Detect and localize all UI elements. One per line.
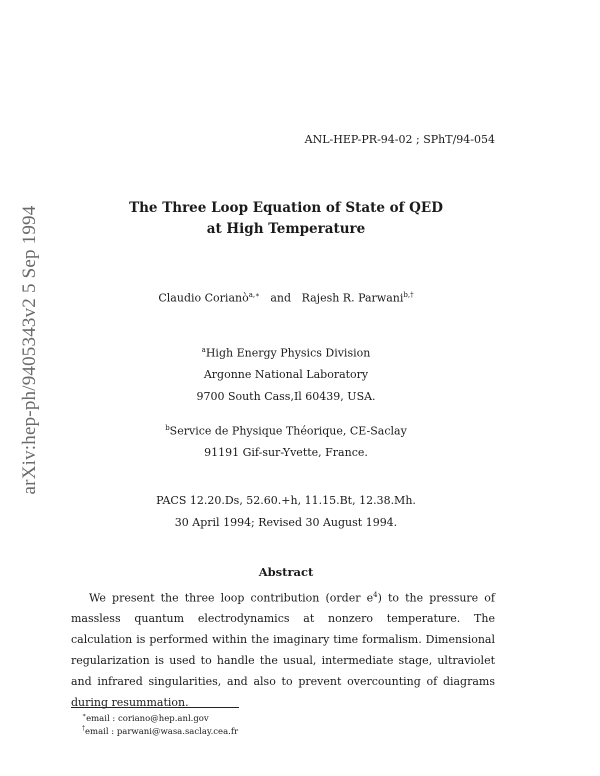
affiliation-a-mark: a [201, 346, 206, 354]
footnote-1-text: email : coriano@hep.anl.gov [86, 713, 209, 724]
affiliation-b-line-1 [0, 424, 572, 438]
paper-title [0, 198, 572, 240]
author-1-name: Claudio Corianò [158, 291, 249, 305]
footnote-rule [71, 707, 239, 708]
arxiv-stamp-text: arXiv:hep-ph/9405343v2 5 Sep 1994 [19, 205, 40, 495]
footnote-1 [82, 712, 209, 724]
title-line-1: The Three Loop Equation of State of QED [129, 200, 443, 216]
author-1-marks: a,∗ [248, 291, 260, 299]
title-line-2: at High Temperature [206, 221, 366, 237]
abstract-heading: Abstract [258, 565, 314, 579]
affiliation-b-mark: b [165, 424, 170, 432]
footnote-2-mark: † [82, 725, 85, 732]
pacs-codes: PACS 12.20.Ds, 52.60.+h, 11.15.Bt, 12.38.Mh. [156, 494, 416, 507]
author-2-marks: b,† [403, 291, 414, 299]
affiliation-b-text-1: Service de Physique Théorique, CE-Saclay [169, 424, 407, 438]
abstract-exponent: 4 [373, 591, 378, 599]
affiliation-a-text-1: High Energy Physics Division [205, 346, 371, 360]
affiliation-b-line-2: 91191 Gif-sur-Yvette, France. [204, 446, 368, 459]
abstract-part-2: ) to the pressure of massless quantum electrodynamics at nonzero temperature. The calculation is performed within the imaginary time formalism. Dimensional regularization is used to handle the usual, intermediate stage, ultraviolet and infrared singularities, and also to prevent overcounting of diagrams during resummation. [71, 591, 495, 709]
affiliation-a-line-1 [0, 346, 572, 360]
affiliation-a-line-3: 9700 South Cass,Il 60439, USA. [196, 390, 376, 403]
author-and: and [270, 291, 292, 305]
affiliation-a-line-2: Argonne National Laboratory [203, 368, 369, 381]
submission-dates: 30 April 1994; Revised 30 August 1994. [174, 516, 398, 529]
footnote-2 [82, 725, 238, 737]
abstract-body [71, 585, 495, 713]
footnote-2-text: email : parwani@wasa.saclay.cea.fr [85, 726, 239, 737]
author-line [0, 291, 572, 305]
report-number: ANL-HEP-PR-94-02 ; SPhT/94-054 [304, 133, 495, 146]
author-2-name: Rajesh R. Parwani [301, 291, 404, 305]
footnote-1-mark: ∗ [82, 712, 87, 719]
abstract-part-1: We present the three loop contribution (order e [89, 591, 374, 605]
